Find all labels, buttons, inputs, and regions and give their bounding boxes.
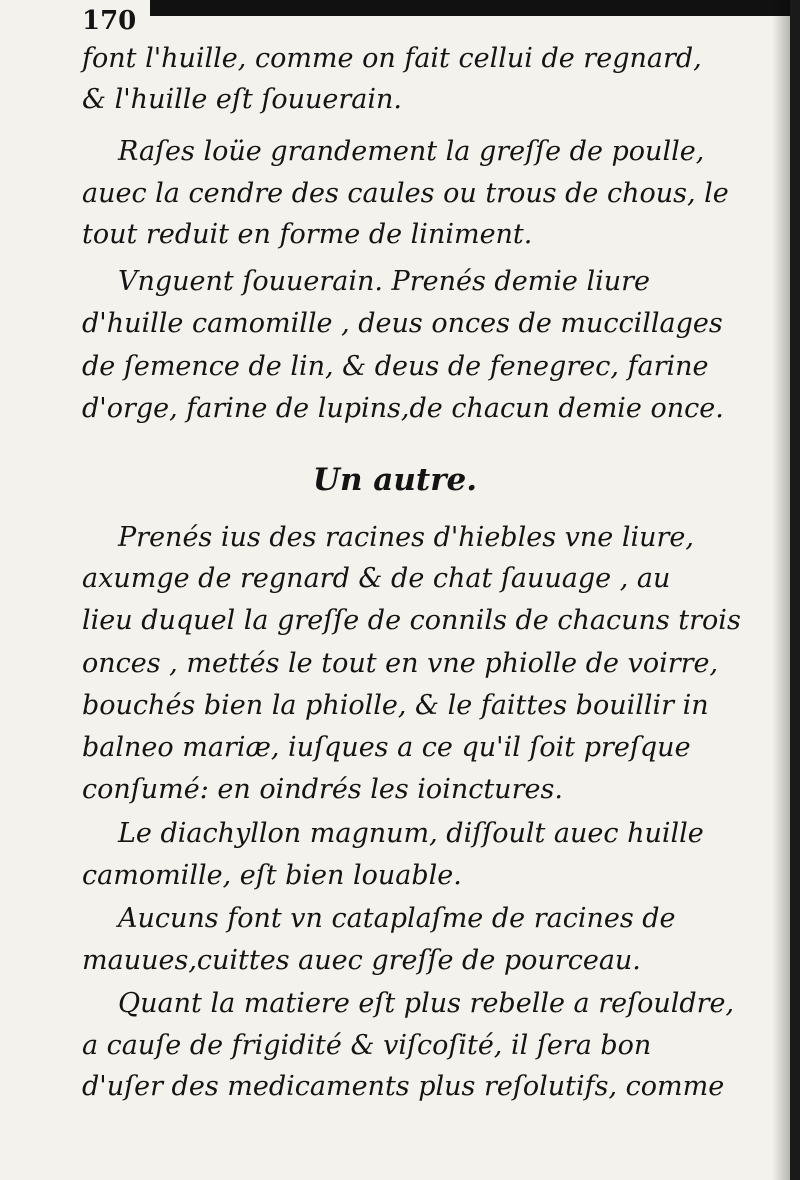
text-line: Le diachyllon magnum, diſſoult auec huille [118,818,704,849]
section-heading: Un autre. [312,462,478,498]
text-line: Vnguent ſouuerain. Prenés demie liure [118,266,651,297]
text-line: Prenés ius des racines d'hiebles vne liure, [118,522,694,553]
text-line: d'orge, farine de lupins,de chacun demie once. [82,393,724,424]
text-line: axumge de regnard & de chat ſauuage , au [82,563,671,594]
text-line: conſumé: en oindrés les ioinctures. [82,774,563,805]
page-number: 170 [82,6,137,36]
text-line: Raſes loüe grandement la greſſe de poulle, [118,136,705,167]
text-line: & l'huille eſt ſouuerain. [82,84,402,115]
text-line: Aucuns font vn cataplaſme de racines de [118,903,676,934]
scan-edge [150,0,790,16]
text-line: auec la cendre des caules ou trous de chous, le [82,178,729,209]
text-line: camomille, eſt bien louable. [82,860,462,891]
text-line: mauues,cuittes auec greſſe de pourceau. [82,945,641,976]
text-line: tout reduit en forme de liniment. [82,219,533,250]
text-line: bouchés bien la phiolle, & le faittes bouillir in [82,690,709,721]
text-line: Quant la matiere eſt plus rebelle a reſouldre, [118,988,735,1019]
text-line: de ſemence de lin, & deus de fenegrec, farine [82,351,709,382]
text-line: font l'huille, comme on fait cellui de regnard, [82,43,702,74]
text-line: balneo mariæ, iuſques a ce qu'il ſoit preſque [82,732,691,763]
text-line: d'huille camomille , deus onces de muccillages [82,308,723,339]
text-line: d'uſer des medicaments plus reſolutifs, comme [82,1071,725,1102]
text-line: lieu duquel la greſſe de connils de chacuns trois [82,605,741,636]
text-line: onces , mettés le tout en vne phiolle de voirre, [82,648,719,679]
text-line: a cauſe de frigidité & viſcoſité, il ſera bon [82,1030,652,1061]
